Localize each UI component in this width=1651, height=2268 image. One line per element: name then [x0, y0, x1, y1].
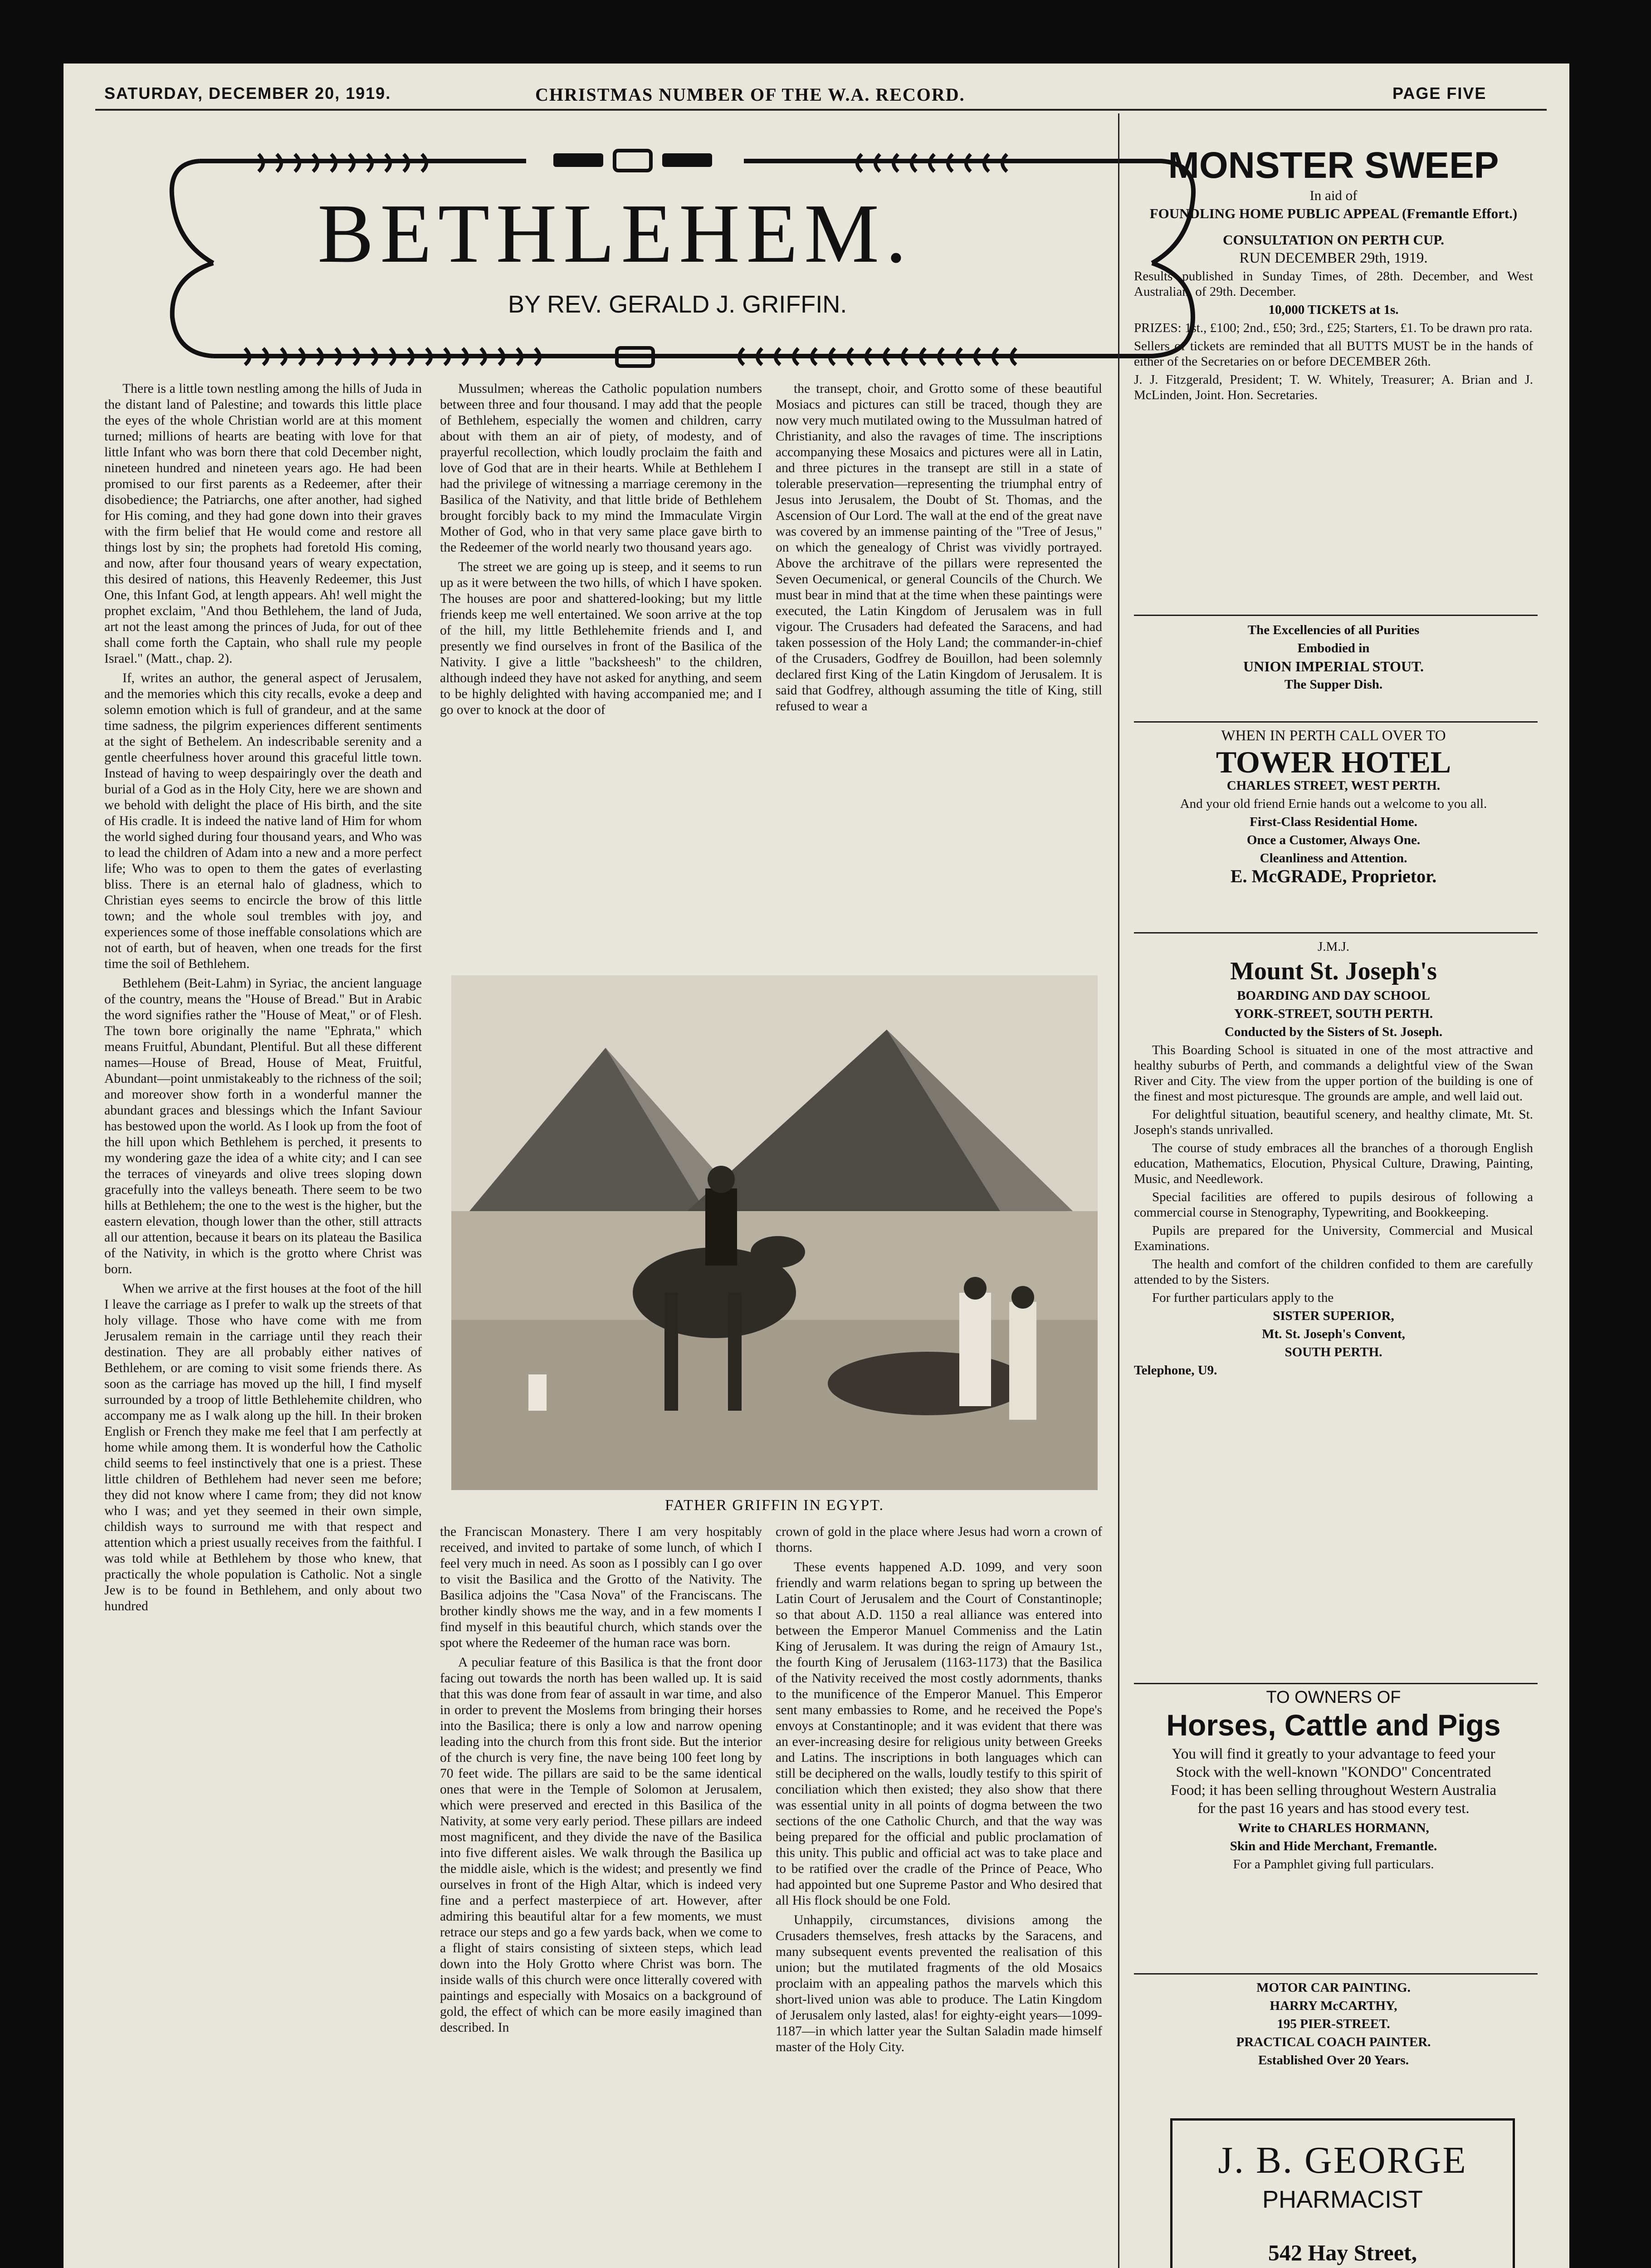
horses-l2: Horses, Cattle and Pigs [1166, 1708, 1501, 1742]
school-body: This Boarding School is situated in one of the most attractive and healthy suburbs of Perth, and commands a delightful view of the Swan River and City. The view from the upper portion of the building is one of the finest and most picturesque. The grounds are ample, and well laid out. [1134, 1043, 1533, 1104]
newspaper-page [64, 64, 1569, 2268]
horses-l1: TO OWNERS OF [1266, 1688, 1401, 1707]
photo-egypt [451, 975, 1098, 1490]
paragraph: crown of gold in the place where Jesus had worn a crown of thorns. [776, 1525, 1102, 1555]
school-body: The course of study embraces all the branches of a thorough English education, Mathematics, Elocution, Physical Culture, Drawing, Painting, Music, and Needlework. [1134, 1141, 1533, 1186]
paragraph: Mussulmen; whereas the Catholic population numbers between three and four thousand. I may add that the people of Bethlehem, especially the women and children, carry about with them an air of piety, of modesty, and of prayerful recollection, which loudly proclaim the faith and love of God that are in their hearts. While at Bethlehem I had the privilege of witnessing a marriage ceremony in the Basilica of the Nativity, and that little bride of Bethlehem brought forcibly back to my mind the Immaculate Virgin Mother of God, who in that very same place gave birth to the Redeemer of the world nearly two thousand years ago. [440, 381, 762, 555]
ad-rule [1134, 1683, 1538, 1684]
column-rule [1118, 113, 1119, 2268]
sweep-tickets: 10,000 TICKETS at 1s. [1268, 303, 1399, 317]
school-telephone: Telephone, U9. [1134, 1363, 1217, 1378]
paragraph: The street we are going up is steep, and it seems to run up as it were between the two hills, of which I have spoken. The houses are poor and shattered-looking; but my little friends keep me well entertained. We soon arrive at the top of the hill, my little Bethlehemite friends and I, and presently we find ourselves in front of the Basilica of the Nativity. I give a little "backsheesh" to the children, although indeed they have not asked for anything, and seem to be highly delighted with having accompanied me; and I go over to knock at the door of [440, 560, 762, 717]
paragraph: There is a little town nestling among the hills of Juda in the distant land of Palestine; and towards this little place the eyes of the whole Christian world are at this moment turned; millions of hearts are beating with love for that little Infant who was born there that cold December night, nineteen hundred and nineteen years ago. He had been promised to our first parents as a Redeemer, after their disobedience; the Patriarchs, one after another, had sighed for His coming, and they had gone down into their graves with the firm belief that He would come and restore all things lost by sin; the prophets had foretold His coming, and now, after four thousand years of weary expectation, this desired of nations, this Heavenly Redeemer, this Just One, this Infant God, at length appears. Ah! well might the prophet exclaim, "And thou Bethlehem, the land of Juda, art not the least among the princes of Juda, for out of thee shall come forth the Captain, who shall rule my people Israel." (Matt., chap. 2). [104, 381, 422, 666]
school-body: For further particulars apply to the [1152, 1290, 1334, 1305]
school-l2: YORK-STREET, SOUTH PERTH. [1234, 1007, 1433, 1021]
school-name: Mount St. Joseph's [1230, 957, 1437, 985]
hotel-l5: Cleanliness and Attention. [1260, 851, 1407, 865]
hotel-l4: Once a Customer, Always One. [1246, 833, 1421, 847]
hotel-l3: First-Class Residential Home. [1250, 815, 1417, 829]
school-contact-3: SOUTH PERTH. [1285, 1345, 1382, 1359]
motor-l1: MOTOR CAR PAINTING. [1256, 1980, 1411, 1995]
motor-l5: Established Over 20 Years. [1258, 2053, 1409, 2068]
ad-motor-car-painting [1134, 1980, 1533, 2071]
sweep-sellers: Sellers of tickets are reminded that all BUTTS MUST be in the hands of either of the Secretaries on or before DECEMBER 26th. [1134, 339, 1533, 369]
sweep-officers: J. J. Fitzgerald, President; T. W. Whitely, Treasurer; A. Brian and J. McLinden, Joint. Hon. Secretaries. [1134, 372, 1533, 402]
header-date: SATURDAY, DECEMBER 20, 1919. [104, 84, 391, 103]
stout-l2: Embodied in [1297, 641, 1370, 655]
school-jmj: J.M.J. [1317, 939, 1350, 954]
school-l3: Conducted by the Sisters of St. Joseph. [1224, 1025, 1443, 1039]
sweep-title: MONSTER SWEEP [1168, 145, 1499, 186]
paragraph: These events happened A.D. 1099, and very soon friendly and warm relations began to spring up between the Latin Court of Jerusalem and the Court of Constantinople; so that about A.D. 1150 a real alliance was entered into between the Emperor Manuel Commeniss and the Latin King of Jerusalem. It was during the reign of Amaury 1st., the fourth King of Jerusalem (1163-1173) that the Basilica of the Nativity received the most costly adornments, thanks to the munificence of the Emperor Manuel. This Emperor sent many embassies to Rome, and he received the Pope's envoys at Constantinople; and it was evident that there was an ever-increasing desire for religious unity between Greeks and Latins. The inscriptions in both languages which can still be deciphered on the walls, loudly testify to this spirit of conciliation which then existed; they also show that there was essential unity in all points of dogma between the two sections of the one Catholic Church, and that the way was being prepared for the official and public proclamation of this unity. This public and official act was to take place and to be ratified over the cradle of the Prince of Peace, Who had appointed but one Supreme Pastor and Who desired that all His flock should be one Fold. [776, 1560, 1102, 1908]
sweep-sub: In aid of [1309, 187, 1358, 203]
motor-l2: HARRY McCARTHY, [1270, 1999, 1397, 2013]
horses-body: You will find it greatly to your advantage to feed your Stock with the well-known "KONDO" Concentrated Food; it has been selling throughout Western Australia for the past 16 years and has stood every test. [1170, 1746, 1497, 1817]
school-body: Special facilities are offered to pupils desirous of following a commercial course in Stenography, Typewriting, and Bookkeeping. [1134, 1190, 1533, 1220]
photo-caption: FATHER GRIFFIN IN EGYPT. [664, 1497, 884, 1514]
sweep-run: RUN DECEMBER 29th, 1919. [1239, 250, 1428, 266]
school-contact-2: Mt. St. Joseph's Convent, [1262, 1327, 1405, 1341]
article-column-2-top [440, 381, 762, 722]
ad-horses-cattle-pigs [1134, 1690, 1533, 1875]
ad-rule [1134, 932, 1538, 934]
paragraph: A peculiar feature of this Basilica is that the front door facing out towards the north has been walled up. It is said that this was done from fear of assault in war time, and also in order to prevent the Moslems from bringing their horses into the Basilica; there is only a low and narrow opening leading into the church from this front side. But the interior of the church is very fine, the nave being 100 feet long by 70 feet wide. The pillars are said to be the same identical ones that were in the Temple of Solomon at Jerusalem, which were preserved and erected in this Basilica of the Nativity, at some very early period. These pillars are indeed most magnificent, and they divide the nave of the Basilica into five different aisles. We walk through the Basilica up the middle aisle, which is the widest; and presently we find ourselves in front of the High Altar, which is indeed very fine and a perfect masterpiece of art. However, after admiring this beautiful altar for a few moments, we must retrace our steps and go a few yards back, when we come to a flight of stairs consisting of sixteen steps, which lead down into the Holy Grotto where Christ was born. The inside walls of this church were once litterally covered with paintings and especially with Mosaics on a background of gold, the effect of which can be more easily imagined than described. In [440, 1655, 762, 2035]
hotel-proprietor: E. McGRADE, Proprietor. [1230, 866, 1437, 886]
article-byline: BY REV. GERALD J. GRIFFIN. [508, 291, 847, 318]
sweep-consult: CONSULTATION ON PERTH CUP. [1222, 232, 1445, 248]
sweep-results: Results published in Sunday Times, of 28th. December, and West Australian, of 29th. December. [1134, 269, 1533, 299]
sweep-prizes: PRIZES: 1st., £100; 2nd., £50; 3rd., £25; Starters, £1. To be drawn pro rata. [1134, 321, 1533, 335]
article-column-1 [104, 381, 422, 1618]
stout-l3: UNION IMPERIAL STOUT. [1243, 658, 1424, 675]
pharmacy-name: J. B. GEORGE [1218, 2139, 1467, 2181]
ad-stout [1134, 622, 1533, 695]
header-page: PAGE FIVE [1392, 84, 1487, 103]
school-body: For delightful situation, beautiful scenery, and healthy climate, Mt. St. Joseph's stands unrivalled. [1134, 1107, 1533, 1137]
pharmacy-l1: PHARMACIST [1262, 2186, 1423, 2213]
paragraph: the transept, choir, and Grotto some of these beautiful Mosiacs and pictures can still be traced, though they are now very much mutilated owing to the Mussulman hatred of Christianity, and also the ravages of time. The inscriptions accompanying these Mosaics and pictures were all in Latin, and three pictures in the transept are still in a state of tolerable preservation—representing the triumphal entry of Jesus into Jerusalem, the Doubt of St. Thomas, and the Ascension of Our Lord. The wall at the end of the great nave was covered by an immense painting of the "Tree of Jesus," on which the genealogy of Christ was vividly portrayed. Above the architrave of the pillars were represented the Seven Oecumenical, or general Councils of the Church. We must bear in mind that at the time when these paintings were executed, the Latin Kingdom of Jerusalem was in full vigour. The Crusaders had defeated the Saracens, and had taken possession of the Holy Land; the commander-in-chief of the Crusaders, Godfrey de Bouillon, had been solemnly declared first King of the Latin Kingdom of Jerusalem. It is said that Godfrey, although assuming the title of King, still refused to wear a [776, 381, 1102, 714]
school-body: Pupils are prepared for the University, Commercial and Musical Examinations. [1134, 1223, 1533, 1253]
ad-mount-st-josephs [1134, 939, 1533, 1381]
header-issue: CHRISTMAS NUMBER OF THE W.A. RECORD. [535, 84, 965, 105]
motor-l3: 195 PIER-STREET. [1277, 2017, 1390, 2031]
ad-monster-sweep [1134, 145, 1533, 406]
school-l1: BOARDING AND DAY SCHOOL [1237, 988, 1430, 1003]
stout-l1: The Excellencies of all Purities [1247, 623, 1420, 637]
pharmacy-address: 542 Hay Street, [1268, 2240, 1417, 2265]
sweep-org: FOUNDLING HOME PUBLIC APPEAL (Fremantle Effort.) [1149, 205, 1518, 221]
hotel-l2: And your old friend Ernie hands out a welcome to you all. [1180, 797, 1487, 811]
ad-tower-hotel [1134, 728, 1533, 887]
paragraph: If, writes an author, the general aspect of Jerusalem, and the memories which this city recalls, evoke a deep and solemn emotion which is full of grandeur, and at the same time sadness, the pilgrim experiences different sentiments at the sight of Bethelem. An indescribable serenity and a gentle cheerfulness hover around this graceful little town. Instead of having to weep despairingly over the death and burial of a God as in the Holy City, here we are shown and we behold with delight the place of His birth, and the site of His cradle. It is indeed the native land of Him for whom the world sighed during four thousand years, and Who was to lead the children of Adam into a new and a more perfect life; Who was to open to them the gates of everlasting bliss. There is an eternal halo of gladness, which to Christian eyes seems to encircle the brow of this little town; and the whole soul trembles with joy, and experiences some of those ineffable consolations which are not of earth, but of heaven, when one treads for the first time the soil of Bethlehem. [104, 671, 422, 971]
article-column-3-top [776, 381, 1102, 718]
ad-rule [1134, 721, 1538, 723]
hotel-l1: WHEN IN PERTH CALL OVER TO [1221, 728, 1446, 744]
ad-rule [1134, 615, 1538, 616]
school-body: The health and comfort of the children confided to them are carefully attended to by the Sisters. [1134, 1257, 1533, 1287]
pyramids-photo [451, 975, 1098, 1490]
article-title: BETHLEHEM. [318, 187, 913, 280]
school-contact-1: SISTER SUPERIOR, [1273, 1309, 1394, 1323]
ad-rule [1134, 1973, 1538, 1975]
hotel-street: CHARLES STREET, WEST PERTH. [1226, 778, 1441, 793]
hotel-name: TOWER HOTEL [1216, 745, 1451, 779]
paragraph: Unhappily, circumstances, divisions among the Crusaders themselves, fresh attacks by the Saracens, and many subsequent events prevented the realisation of this union; but the mutilated fragments of the old Mosaics proclaim with an appealing pathos the marvels which this short-lived union was able to produce. The Latin Kingdom of Jerusalem only lasted, alas! for eighty-eight years—1099-1187—in which latter year the Sultan Saladin made himself master of the Holy City. [776, 1913, 1102, 2054]
motor-l4: PRACTICAL COACH PAINTER. [1236, 2035, 1431, 2049]
paragraph: Bethlehem (Beit-Lahm) in Syriac, the ancient language of the country, means the "House of Bread." But in Arabic the word signifies rather the "House of Meat," or of Flesh. The town bore originally the name "Ephrata," which means Fruitful, Abundant, Plentiful. But all these different names—House of Bread, House of Meat, Fruitful, Abundant—point unmistakeably to the richness of the soil; and moreover show forth in a wonderful manner the abundant graces and blessings which the Infant Saviour has bestowed upon the world. As I look up from the foot of the hill upon which Bethlehem is perched, it presents to my wondering gaze the idea of a white city; and I can see the terraces of vineyards and olive trees sloping down gracefully into the valleys beneath. There seem to be two hills at Bethlehem; the one to the west is the higher, but the eastern elevation, though lower than the other, still attracts all our attention, because it bears on its plateau the Basilica of the Nativity, in which is the grotto where Christ was born. [104, 976, 422, 1276]
paragraph: When we arrive at the first houses at the foot of the hill I leave the carriage as I prefer to walk up the streets of that holy village. Those who have come with me from Jerusalem remain in the carriage until they reach their destination. They are all probably either natives of Bethlehem, or are coming to visit some friends there. As soon as the carriage has moved up the hill, I find myself surrounded by a troop of little Bethlehemite children, who accompany me as I walk along up the hill. In their broken English or French they make me feel that I am perfectly at home while among them. It is wonderful how the Catholic child seems to feel instinctively that one is a priest. These little children of Bethlehem had never seen me before; they did not know where I came from; they did not know who I was; and yet they seemed in their own simple, childish ways to surround me with that respect and attention which a priest usually receives from the faithful. I was told while at Bethlehem by those who knew, that practically the whole population is Catholic. Not a single Jew is to be found in Bethlehem, and only about two hundred [104, 1281, 422, 1613]
paragraph: the Franciscan Monastery. There I am very hospitably received, and invited to partake of some lunch, of which I feel very much in need. As soon as I possibly can I go over to visit the Basilica and the Grotto of the Nativity. The Basilica adjoins the "Casa Nova" of the Franciscans. The brother kindly shows me the way, and in a few moments I find myself in this beautiful church, which stands over the spot where the Redeemer of the human race was born. [440, 1525, 762, 1650]
article-column-2-bottom [440, 1524, 762, 2039]
ad-pharmacy [1170, 2118, 1515, 2268]
horses-pamphlet: For a Pamphlet giving full particulars. [1233, 1857, 1434, 1872]
horses-merchant: Skin and Hide Merchant, Fremantle. [1230, 1839, 1437, 1853]
horses-write: Write to CHARLES HORMANN, [1238, 1821, 1429, 1835]
article-column-3-bottom [776, 1524, 1102, 2059]
stout-l4: The Supper Dish. [1284, 677, 1383, 692]
